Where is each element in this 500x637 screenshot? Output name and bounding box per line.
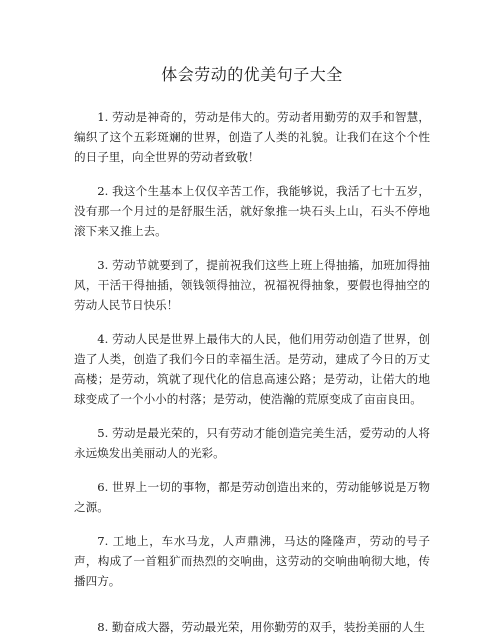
- paragraph-8: 8. 勤奋成大器，劳动最光荣，用你勤劳的双手，装扮美丽的人生: [97, 620, 425, 634]
- paragraph-7: 7. 工地上，车水马龙，人声鼎沸，马达的隆隆声，劳动的号子声，构成了一首粗犷而热烈的交响曲，这劳动的交响曲响彻大地，传播四方。: [74, 534, 430, 588]
- paragraph-6: 6. 世界上一切的事物，都是劳动创造出来的，劳动能够说是万物之源。: [74, 480, 430, 514]
- paragraph-2: 2. 我这个生基本上仅仅辛苦工作，我能够说，我活了七十五岁，没有那一个月过的是舒服生活，就好象推一块石头上山，石头不停地滚下来又推上去。: [74, 184, 430, 238]
- paragraph-3: 3. 劳动节就要到了，提前祝我们这些上班上得抽搐，加班加得抽风，干活干得抽插，领钱领得抽泣，祝福祝得抽象，要假也得抽空的劳动人民节日快乐！: [74, 258, 430, 312]
- paragraph-5: 5. 劳动是最光荣的，只有劳动才能创造完美生活，爱劳动的人将永远焕发出美丽动人的光彩。: [74, 426, 430, 460]
- paragraph-1: 1. 劳动是神奇的，劳动是伟大的。劳动者用勤劳的双手和智慧，编织了这个五彩斑斓的世界，创造了人类的礼貌。让我们在这个个性的日子里，向全世界的劳动者致敬！: [74, 110, 430, 164]
- document-title: 体会劳动的优美句子大全: [161, 65, 343, 84]
- paragraph-4: 4. 劳动人民是世界上最伟大的人民，他们用劳动创造了世界，创造了人类，创造了我们今日的幸福生活。是劳动，建成了今日的万丈高楼；是劳动，筑就了现代化的信息高速公路；是劳动，让偌大的地球变成了一个小小的村落；是劳动，使浩瀚的荒原变成了亩亩良田。: [74, 332, 430, 406]
